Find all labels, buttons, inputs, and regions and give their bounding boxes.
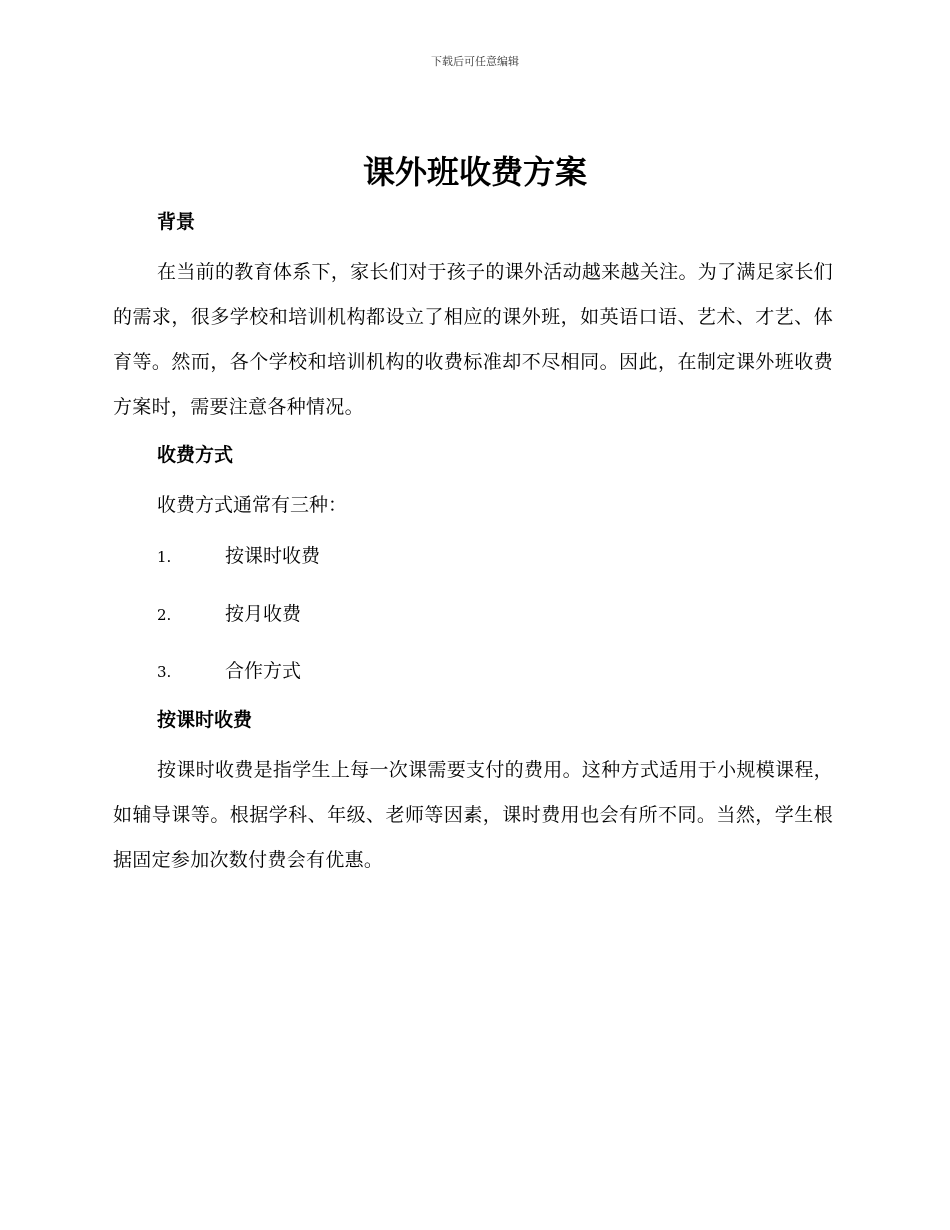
- background-paragraph: 在当前的教育体系下，家长们对于孩子的课外活动越来越关注。为了满足家长们的需求，很多学校和培训机构都设立了相应的课外班，如英语口语、艺术、才艺、体育等。然而，各个学校和培训机构的收费标准却不尽相同。因此，在制定课外班收费方案时，需要注意各种情况。: [113, 261, 833, 418]
- list-item-number: 1.: [157, 548, 172, 566]
- methods-intro: 收费方式通常有三种：: [157, 494, 348, 516]
- section-heading-per-lesson: 按课时收费: [157, 708, 253, 731]
- list-item-text: 按月收费: [225, 602, 302, 625]
- document-title: 课外班收费方案: [362, 153, 587, 191]
- section-heading-methods: 收费方式: [157, 444, 234, 466]
- document-body: [113, 205, 833, 883]
- section-heading-background: 背景: [157, 211, 196, 233]
- list-item-number: 2.: [157, 605, 172, 624]
- methods-list: [113, 528, 833, 701]
- list-item: [113, 643, 833, 701]
- list-item: [113, 586, 833, 644]
- list-item-text: 按课时收费: [225, 545, 321, 567]
- per-lesson-paragraph: 按课时收费是指学生上每一次课需要支付的费用。这种方式适用于小规模课程，如辅导课等。根据学科、年级、老师等因素，课时费用也会有所不同。当然，学生根据固定参加次数付费会有优惠。: [113, 758, 833, 871]
- list-item-text: 合作方式: [225, 660, 302, 682]
- list-item-number: 3.: [157, 663, 172, 681]
- list-item: [113, 528, 833, 586]
- header-note: 下载后可任意编辑: [431, 55, 519, 68]
